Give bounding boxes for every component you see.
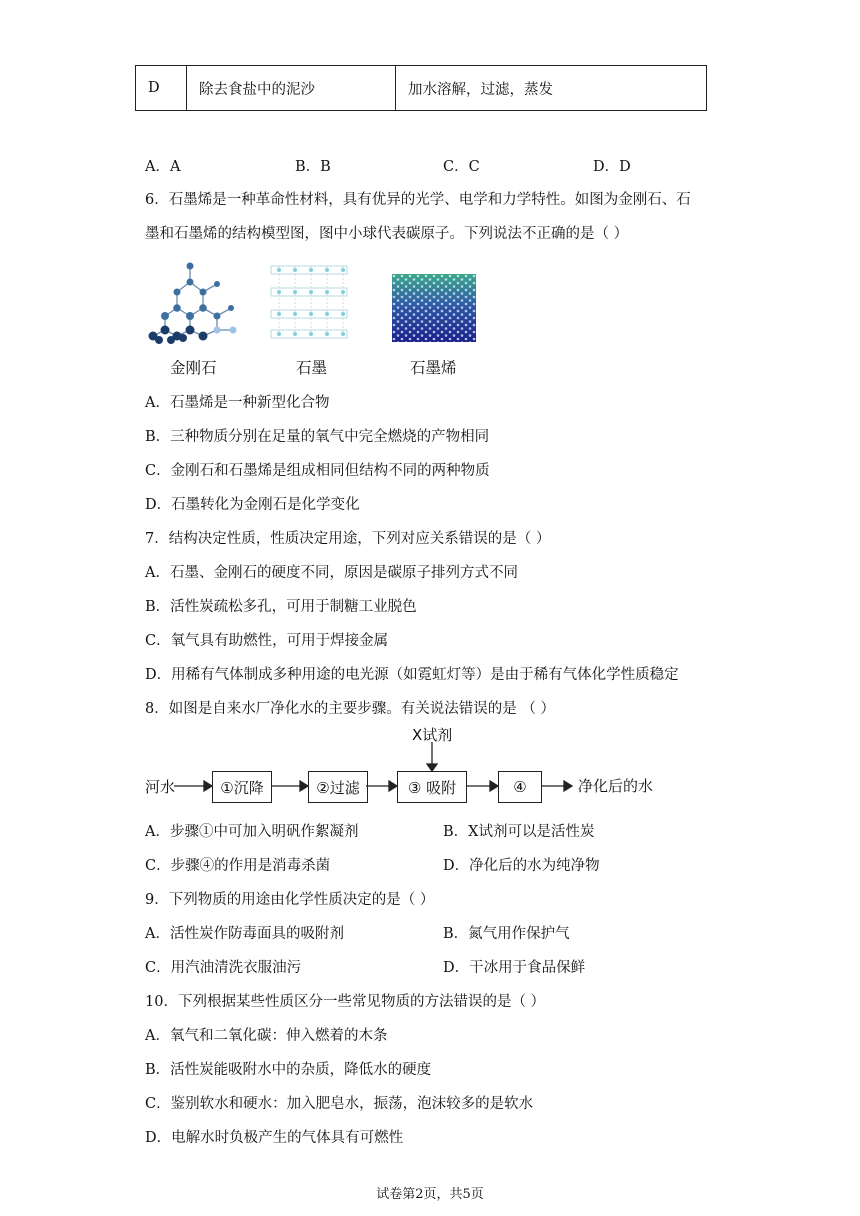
q9-option-d: D．干冰用于食品保鲜 [443,960,586,976]
table-cell-letter: D [136,66,187,111]
flow-output-label: 净化后的水 [578,777,654,795]
q7-stem: 7．结构决定性质，性质决定用途，下列对应关系错误的是（ ） [145,531,551,547]
q6-option-b: B．三种物质分别在足量的氧气中完全燃烧的产物相同 [145,429,490,445]
q8-option-b: B．X试剂可以是活性炭 [443,824,595,840]
flow-step-label: ④ [513,778,527,796]
q9-option-b: B．氮气用作保护气 [443,926,570,942]
graphene-structure-image [392,274,476,342]
q5-option-d: D．D [593,159,631,175]
q7-option-b: B．活性炭疏松多孔，可用于制糖工业脱色 [145,599,417,615]
flow-reagent-label: X试剂 [412,726,453,744]
flow-step-sedimentation [212,771,272,803]
q5-option-a: A．A [145,159,181,175]
q8-option-c: C．步骤④的作用是消毒杀菌 [145,858,331,874]
flow-step-label: ③ 吸附 [407,778,457,797]
q6-stem-line1: 6．石墨烯是一种革命性材料，具有优异的光学、电学和力学特性。如图为金刚石、石 [145,192,691,208]
q10-option-c: C．鉴别软水和硬水：加入肥皂水，振荡，泡沫较多的是软水 [145,1096,534,1112]
q10-stem: 10．下列根据某些性质区分一些常见物质的方法错误的是（ ） [145,994,546,1010]
options-table [135,65,707,111]
page-footer: 试卷第2页，共5页 [376,1187,484,1202]
q10-option-a: A．氧气和二氧化碳：伸入燃着的木条 [145,1028,388,1044]
q5-option-b: B．B [295,159,331,175]
table-row [136,66,707,111]
q7-option-a: A．石墨、金刚石的硬度不同，原因是碳原子排列方式不同 [145,565,518,581]
q6-option-d: D．石墨转化为金刚石是化学变化 [145,497,360,513]
flow-step-4 [498,771,542,803]
flow-step-label: ②过滤 [316,778,360,797]
figure-label-graphene: 石墨烯 [410,359,457,377]
q5-option-c: C．C [443,159,480,175]
flow-step-filtration [308,771,368,803]
diamond-structure-image [145,258,245,346]
q6-option-a: A．石墨烯是一种新型化合物 [145,395,330,411]
q9-stem: 9．下列物质的用途由化学性质决定的是（ ） [145,892,435,908]
q7-option-d: D．用稀有气体制成多种用途的电光源（如霓虹灯等）是由于稀有气体化学性质稳定 [145,667,679,683]
table-cell-method: 加水溶解，过滤，蒸发 [396,66,707,111]
flow-step-adsorption [397,771,467,803]
figure-label-diamond: 金刚石 [170,359,217,377]
q6-stem-line2: 墨和石墨烯的结构模型图，图中小球代表碳原子。下列说法不正确的是（ ） [145,226,629,242]
q7-option-c: C．氧气具有助燃性，可用于焊接金属 [145,633,389,649]
q8-stem: 8．如图是自来水厂净化水的主要步骤。有关说法错误的是 （ ） [145,701,555,717]
graphite-structure-image [265,258,355,342]
q10-option-b: B．活性炭能吸附水中的杂质，降低水的硬度 [145,1062,432,1078]
q9-option-c: C．用汽油清洗衣服油污 [145,960,302,976]
q6-option-c: C．金刚石和石墨烯是组成相同但结构不同的两种物质 [145,463,490,479]
q10-option-d: D．电解水时负极产生的气体具有可燃性 [145,1130,404,1146]
table-cell-purpose: 除去食盐中的泥沙 [187,66,396,111]
flow-step-label: ①沉降 [220,778,264,797]
q9-option-a: A．活性炭作防毒面具的吸附剂 [145,926,344,942]
figure-label-graphite: 石墨 [296,359,328,377]
flow-input-label: 河水 [145,778,176,796]
q8-option-d: D．净化后的水为纯净物 [443,858,600,874]
q8-option-a: A．步骤①中可加入明矾作絮凝剂 [145,824,359,840]
